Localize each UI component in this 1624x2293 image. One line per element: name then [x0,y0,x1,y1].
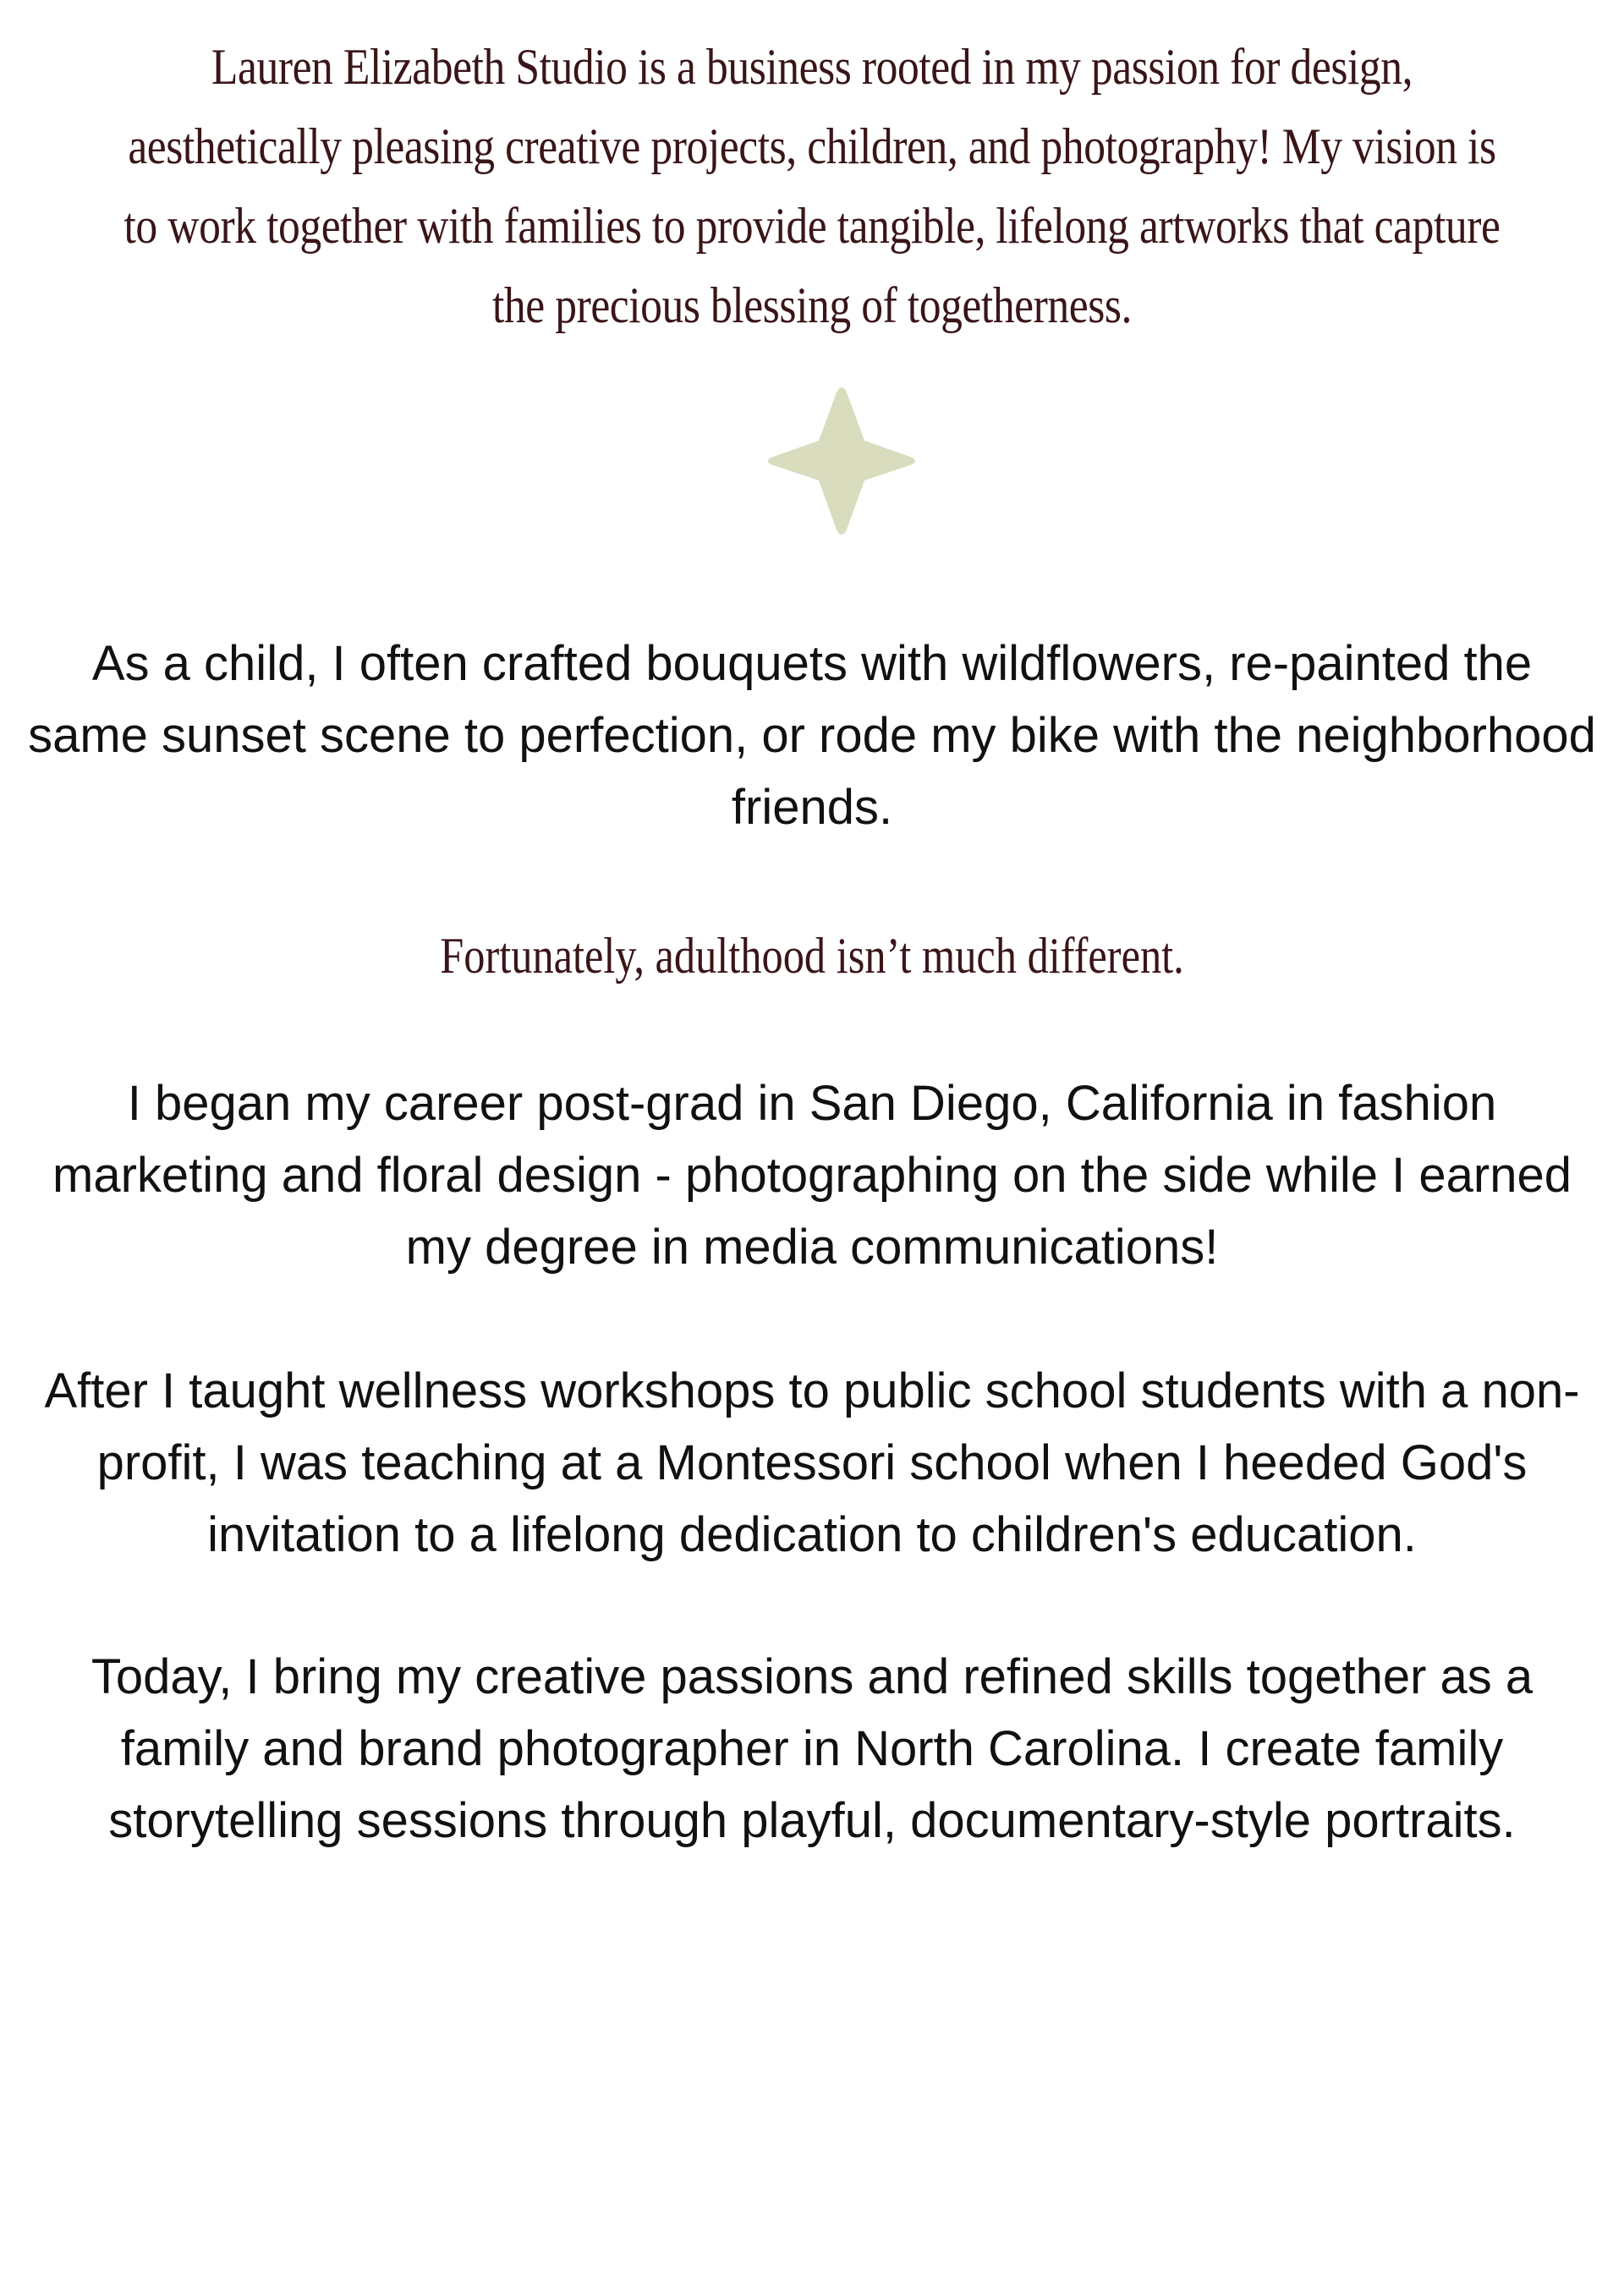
today-paragraph: Today, I bring my creative passions and refined skills together as a family and brand photographer in North Carolina. I create family storytelling sessions through playful, documentary-style portraits. [91,1649,1533,1848]
adulthood-aside: Fortunately, adulthood isn’t much different. [440,928,1184,984]
teaching-paragraph: After I taught wellness workshops to public school students with a non-profit, I was teaching at a Montessori school when I heeded God's invitation to a lifelong dedication to children's education. [44,1363,1580,1562]
four-point-star-icon [760,377,924,543]
intro-statement: Lauren Elizabeth Studio is a business rooted in my passion for design, aesthetically pleasing creative projects, children, and photography! My vision is to work together with families to provide tangible, lifelong artworks that capture the precious blessing of togetherness. [123,39,1501,333]
career-paragraph: I began my career post-grad in San Diego, California in fashion marketing and floral design - photographing on the side while I earned my degree in media communications! [52,1076,1572,1275]
childhood-paragraph: As a child, I often crafted bouquets with wildflowers, re-painted the same sunset scene to perfection, or rode my bike with the neighborhood friends. [28,636,1596,835]
